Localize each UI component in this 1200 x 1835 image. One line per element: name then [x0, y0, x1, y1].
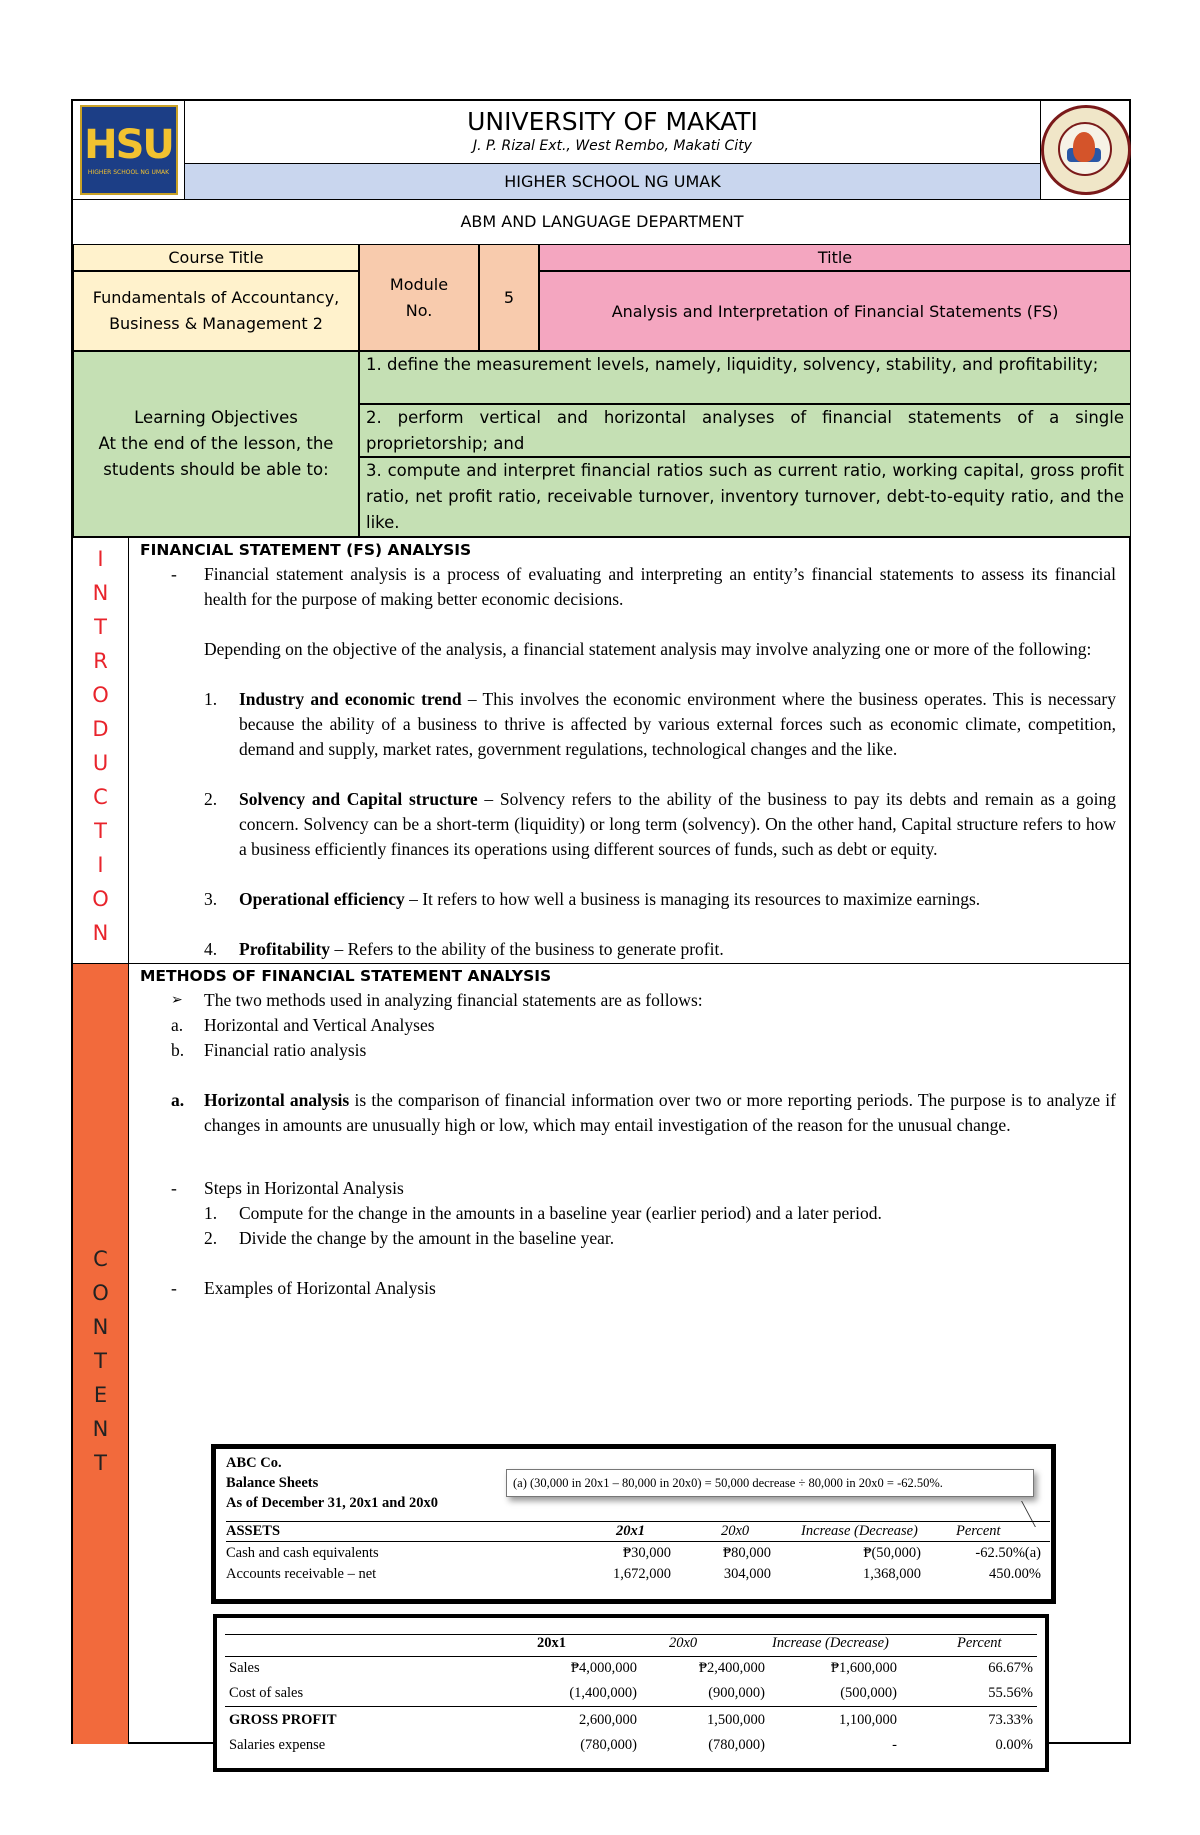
- intro-item-1: [239, 687, 1116, 762]
- cell-value: ₱80,000: [723, 1545, 771, 1561]
- introduction-section: [129, 537, 1131, 963]
- step-number: 2.: [204, 1228, 218, 1248]
- cell-value: 1,368,000: [863, 1566, 921, 1582]
- cell-value: 304,000: [723, 1566, 771, 1582]
- item-text: This involves the economic environment where the business operates. This is necessary because the ability of a business to thrive is affected by various external forces such as economic climate, competition, demand and supply, market rates, government regulations, technological changes and the like.: [239, 689, 1117, 759]
- side-letter: E: [93, 1383, 108, 1407]
- cell-value: ₱1,600,000: [830, 1660, 897, 1676]
- row-label: Cash and cash equivalents: [226, 1545, 379, 1561]
- department-title: ABM AND LANGUAGE DEPARTMENT: [73, 199, 1131, 242]
- cell-value: -62.50%(a): [975, 1545, 1041, 1561]
- examples-heading: Examples of Horizontal Analysis: [204, 1278, 436, 1298]
- objective-2: 2. perform vertical and horizontal analyses of financial statements of a single proprietorship; and: [359, 404, 1131, 457]
- balance-sheet-table: [211, 1444, 1056, 1604]
- side-letter: N: [92, 581, 109, 605]
- intro-paragraph-1: Financial statement analysis is a process of evaluating and interpreting an entity’s financial statements to assess its financial health for the purpose of making better economic decisions.: [204, 564, 1116, 609]
- side-letter: O: [92, 887, 109, 911]
- statement-name: Balance Sheets: [226, 1475, 319, 1491]
- income-statement-table: [213, 1614, 1049, 1772]
- side-letter: I: [97, 853, 104, 877]
- company-name: ABC Co.: [226, 1455, 282, 1471]
- cell-value: 66.67%: [988, 1660, 1033, 1676]
- horizontal-term: Horizontal analysis: [204, 1090, 350, 1110]
- step-1: Compute for the change in the amounts in a baseline year (earlier period) and a later period.: [239, 1203, 882, 1223]
- table-header: Increase (Decrease): [772, 1635, 889, 1651]
- cell-value: 1,672,000: [613, 1566, 671, 1582]
- row-label: GROSS PROFIT: [229, 1712, 337, 1728]
- item-separator: –: [477, 789, 500, 809]
- statement-date: As of December 31, 20x1 and 20x0: [226, 1495, 438, 1511]
- item-term: Profitability: [239, 939, 331, 959]
- cell-value: ₱(50,000): [863, 1545, 921, 1561]
- cell-value: (780,000): [708, 1737, 765, 1753]
- module-label: Module No.: [359, 244, 479, 351]
- course-title-value: Fundamentals of Accountancy, Business & Management 2: [73, 271, 359, 351]
- table-header: 20x1: [537, 1635, 566, 1651]
- university-address: J. P. Rizal Ext., West Rembo, Makati City: [473, 138, 752, 154]
- side-letter: I: [97, 547, 104, 571]
- intro-heading: FINANCIAL STATEMENT (FS) ANALYSIS: [140, 541, 472, 559]
- side-letter: C: [93, 785, 108, 809]
- methods-intro: The two methods used in analyzing financial statements are as follows:: [204, 990, 703, 1010]
- method-letter: b.: [171, 1040, 185, 1060]
- university-name: UNIVERSITY OF MAKATI: [467, 107, 758, 136]
- side-letter: N: [92, 1417, 109, 1441]
- method-1: Horizontal and Vertical Analyses: [204, 1015, 435, 1035]
- item-number: 3.: [204, 889, 218, 909]
- side-letter: T: [94, 1451, 107, 1475]
- intro-dash: -: [171, 564, 177, 584]
- side-letter: R: [93, 649, 108, 673]
- side-letter: U: [92, 751, 109, 775]
- intro-paragraph-2: Depending on the objective of the analysis, a financial statement analysis may involve analyzing one or more of the following:: [204, 639, 1092, 659]
- topic-title-label: Title: [539, 244, 1131, 271]
- cell-value: (780,000): [580, 1737, 637, 1753]
- steps-dash: -: [171, 1178, 177, 1198]
- intro-item-4: [239, 937, 1116, 962]
- table-header: Percent: [956, 1523, 1001, 1539]
- course-title-label: Course Title: [73, 244, 359, 271]
- cell-value: -: [892, 1737, 897, 1753]
- row-label: Cost of sales: [229, 1685, 304, 1701]
- step-2: Divide the change by the amount in the baseline year.: [239, 1228, 615, 1248]
- side-letter: D: [92, 717, 109, 741]
- objectives-intro: At the end of the lesson, the students should be able to:: [98, 434, 334, 479]
- cell-value: 0.00%: [995, 1737, 1033, 1753]
- row-label: Salaries expense: [229, 1737, 326, 1753]
- intro-item-3: [239, 887, 1116, 912]
- introduction-sidebar: [73, 537, 129, 963]
- side-letter: O: [92, 683, 109, 707]
- hsu-logo: [73, 101, 185, 199]
- item-number: 2.: [204, 789, 218, 809]
- method-2: Financial ratio analysis: [204, 1040, 367, 1060]
- table-header: 20x0: [669, 1635, 698, 1651]
- hsu-logo-subtext: HIGHER SCHOOL NG UMAK: [87, 168, 170, 176]
- topic-title-value: Analysis and Interpretation of Financial Statements (FS): [539, 271, 1131, 351]
- item-text: It refers to how well a business is managing its resources to maximize earnings.: [422, 889, 981, 909]
- objective-3: 3. compute and interpret financial ratios such as current ratio, working capital, gross profit ratio, net profit ratio, receivable turnover, inventory turnover, debt-to-equity ratio, and the like.: [359, 457, 1131, 537]
- item-separator: –: [330, 939, 348, 959]
- cell-value: 55.56%: [988, 1685, 1033, 1701]
- intro-item-2: [239, 787, 1116, 862]
- cell-value: 1,500,000: [707, 1712, 765, 1728]
- cell-value: (1,400,000): [569, 1685, 637, 1701]
- cell-value: 450.00%: [989, 1566, 1041, 1582]
- content-heading: METHODS OF FINANCIAL STATEMENT ANALYSIS: [140, 967, 552, 985]
- cell-value: (500,000): [840, 1685, 897, 1701]
- module-page: [71, 99, 1131, 1753]
- side-letter: T: [94, 615, 107, 639]
- table-header: Percent: [957, 1635, 1002, 1651]
- item-term: Solvency and Capital structure: [239, 789, 478, 809]
- step-number: 1.: [204, 1203, 218, 1223]
- item-separator: –: [404, 889, 423, 909]
- side-letter: C: [93, 1247, 108, 1271]
- horizontal-text: is the comparison of financial information over two or more reporting periods. The purpose is to analyze if changes in amounts are unusually high or low, which may entail investigation of the reason for the unusual change.: [204, 1090, 1116, 1135]
- steps-heading: Steps in Horizontal Analysis: [204, 1178, 404, 1198]
- learning-objectives-label: [73, 351, 359, 537]
- side-letter: N: [92, 1315, 109, 1339]
- item-text: Solvency refers to the ability of the business to pay its debts and remain as a going concern. Solvency can be a short-term (liquidity) or long term (solvency). On the other hand, Capital structure refers to how a business efficiently finances its operations using different sources of funds, such as debt or equity.: [239, 789, 1117, 859]
- row-label: Sales: [229, 1660, 260, 1676]
- content-section: [129, 963, 1131, 1753]
- row-label: Accounts receivable – net: [226, 1566, 377, 1582]
- method-letter: a.: [171, 1015, 184, 1035]
- cell-value: ₱2,400,000: [698, 1660, 765, 1676]
- item-term: Industry and economic trend: [239, 689, 462, 709]
- university-header: [185, 101, 1040, 163]
- umak-seal-logo: [1040, 101, 1131, 199]
- side-letter: N: [92, 921, 109, 945]
- computation-callout: (a) (30,000 in 20x1 – 80,000 in 20x0) = 50,000 decrease ÷ 80,000 in 20x0 = -62.50%.: [506, 1469, 1034, 1497]
- table-header: 20x1: [616, 1523, 645, 1539]
- cell-value: 73.33%: [988, 1712, 1033, 1728]
- arrow-bullet-icon: ➢: [171, 992, 183, 1008]
- item-number: 1.: [204, 689, 218, 709]
- item-separator: –: [461, 689, 483, 709]
- cell-value: (900,000): [708, 1685, 765, 1701]
- objective-1: 1. define the measurement levels, namely, liquidity, solvency, stability, and profitability;: [359, 351, 1131, 404]
- examples-dash: -: [171, 1278, 177, 1298]
- horizontal-analysis-definition: [204, 1088, 1116, 1138]
- table-header: Increase (Decrease): [801, 1523, 918, 1539]
- cell-value: 1,100,000: [839, 1712, 897, 1728]
- objectives-heading: Learning Objectives: [134, 408, 298, 427]
- module-number: 5: [479, 244, 539, 351]
- hsu-logo-text: HSU: [84, 121, 173, 168]
- side-letter: T: [94, 1349, 107, 1373]
- side-letter: T: [94, 819, 107, 843]
- item-number: 4.: [204, 939, 218, 959]
- content-sidebar: [73, 963, 129, 1744]
- side-letter: O: [92, 1281, 109, 1305]
- cell-value: 2,600,000: [579, 1712, 637, 1728]
- item-term: Operational efficiency: [239, 889, 405, 909]
- table-header: 20x0: [721, 1523, 750, 1539]
- table-header: ASSETS: [226, 1523, 281, 1539]
- school-name-bar: HIGHER SCHOOL NG UMAK: [185, 163, 1040, 199]
- horizontal-letter: a.: [171, 1090, 185, 1110]
- item-text: Refers to the ability of the business to generate profit.: [347, 939, 724, 959]
- cell-value: ₱4,000,000: [570, 1660, 637, 1676]
- cell-value: ₱30,000: [623, 1545, 671, 1561]
